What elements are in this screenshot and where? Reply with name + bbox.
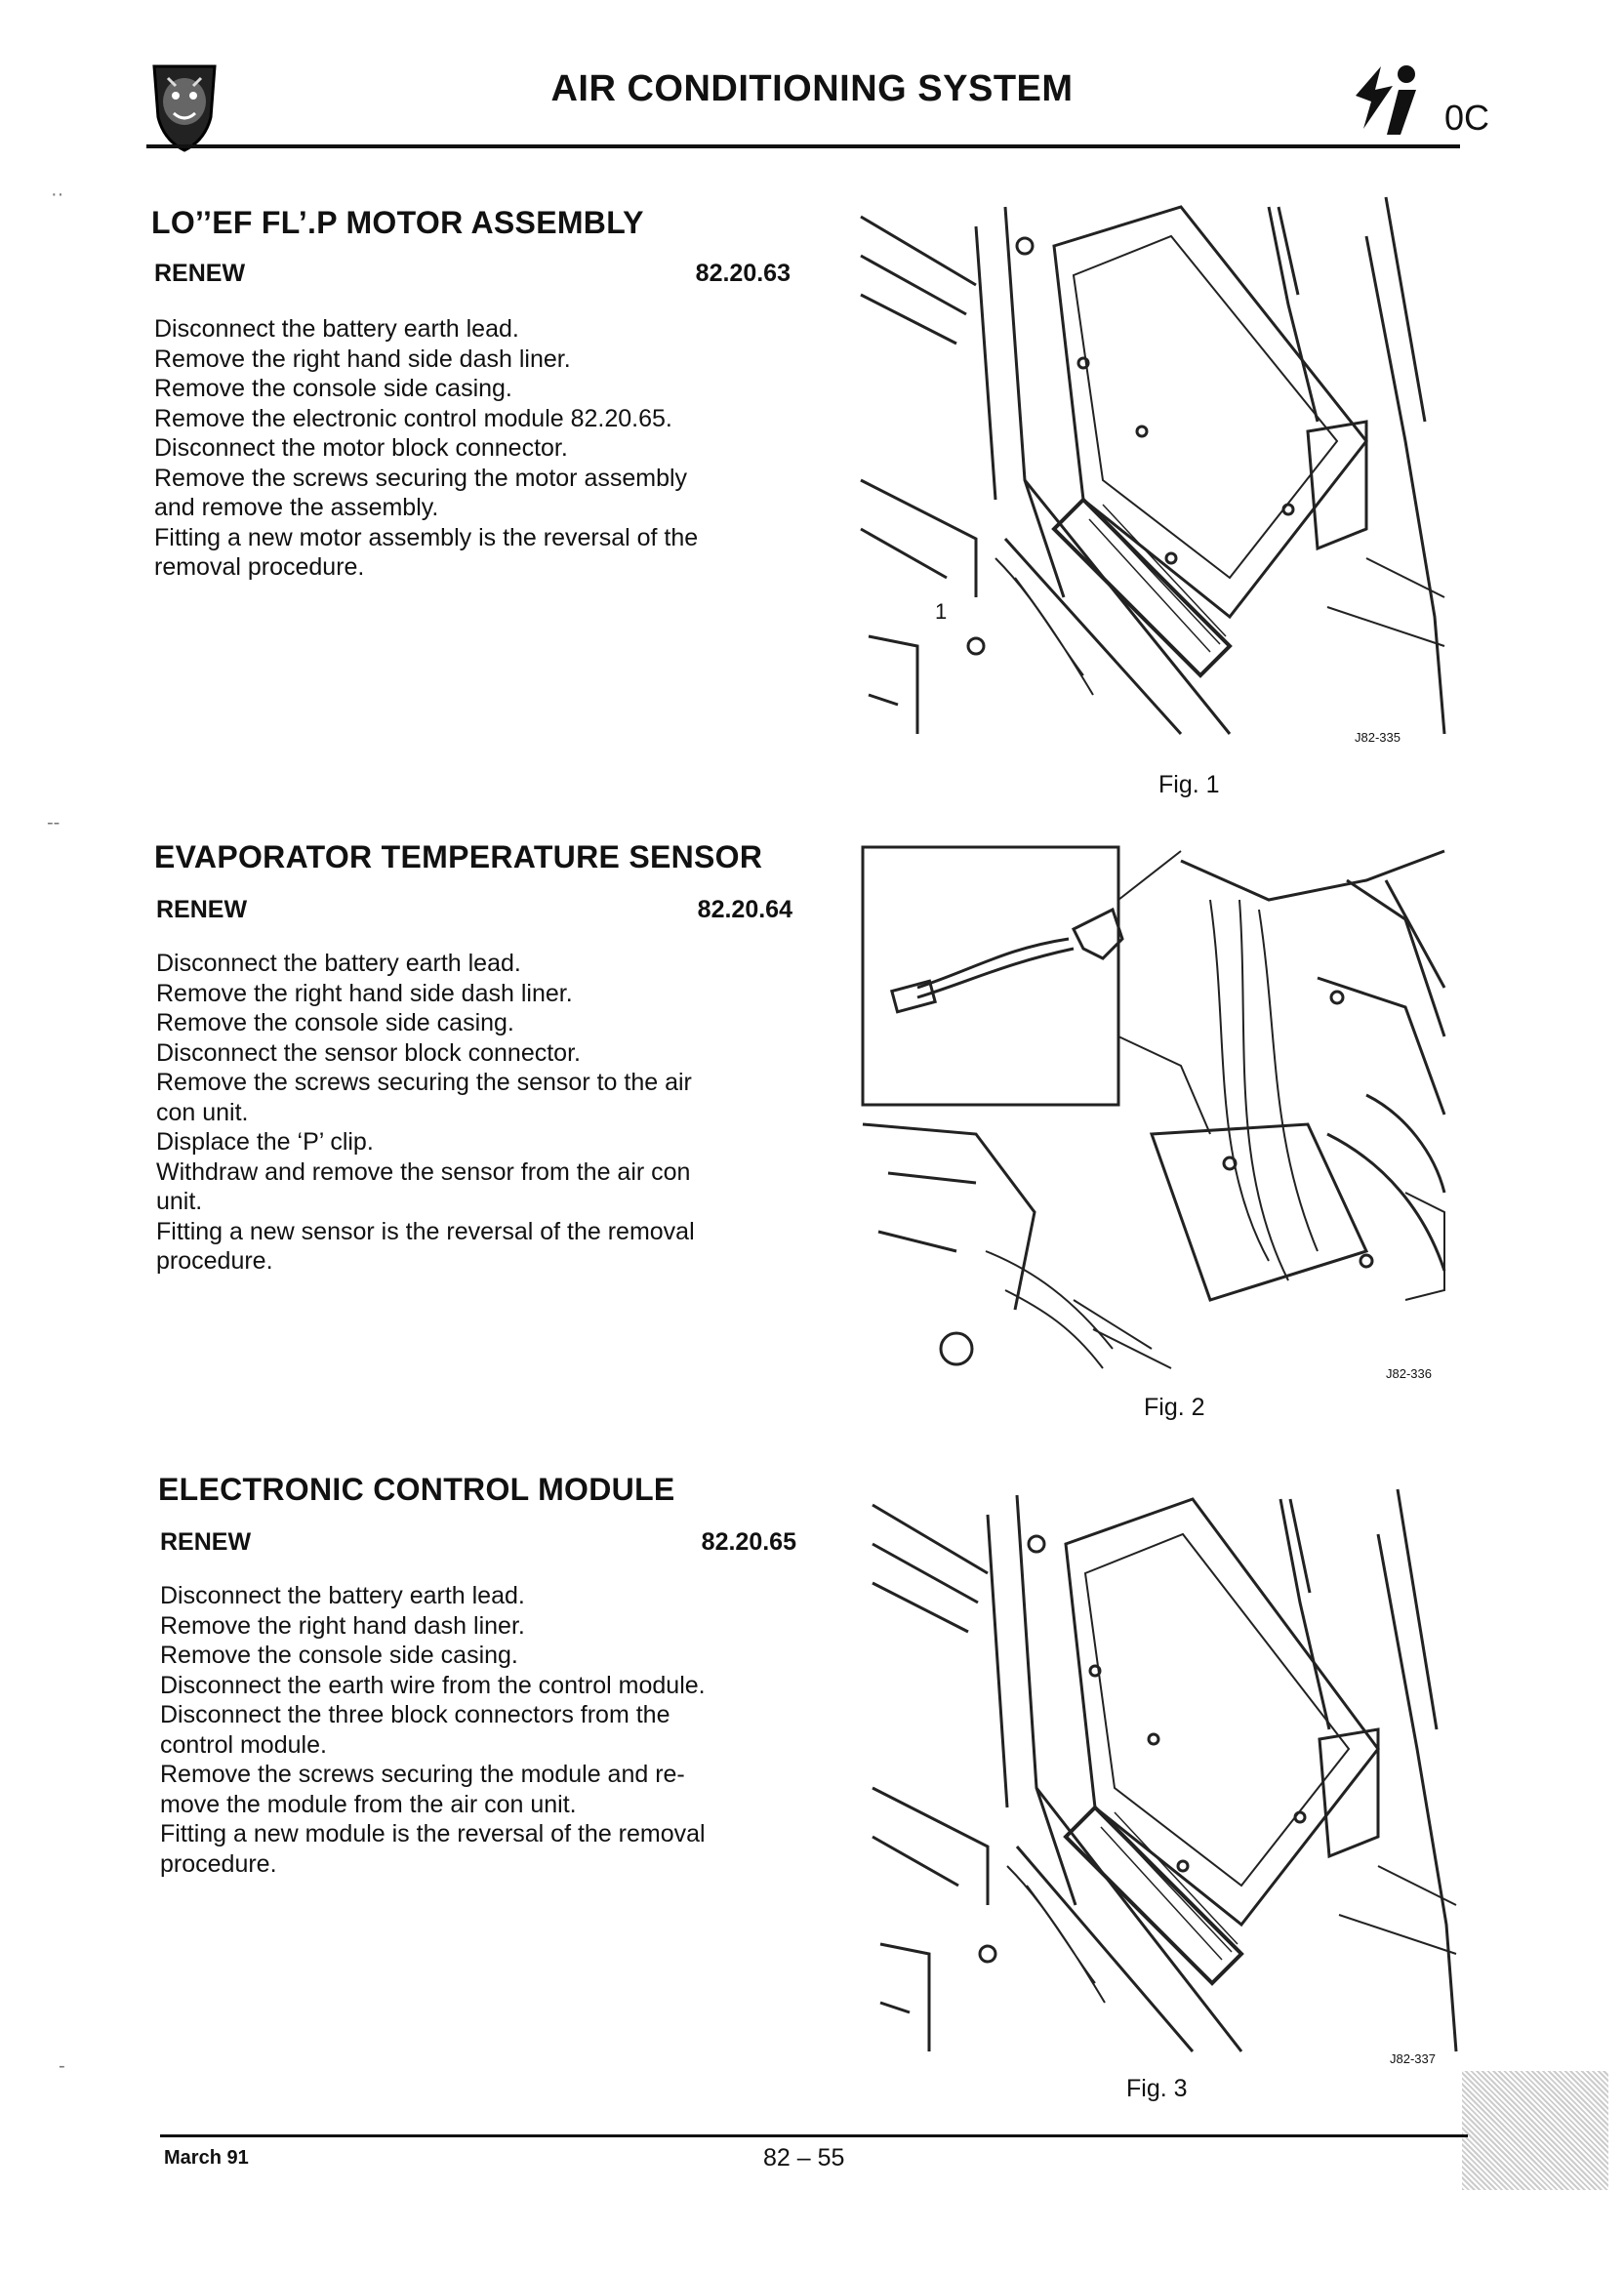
instruction-line: Displace the ‘P’ clip. <box>156 1128 374 1156</box>
figure-caption: Fig. 3 <box>1126 2075 1188 2102</box>
operation-code: 82.20.64 <box>697 896 792 923</box>
instruction-line: Disconnect the battery earth lead. <box>160 1582 525 1609</box>
instruction-line: Remove the right hand side dash liner. <box>154 345 571 373</box>
footer-rule <box>160 2134 1468 2137</box>
instruction-line: procedure. <box>156 1247 273 1275</box>
instruction-line: Disconnect the battery earth lead. <box>154 315 519 343</box>
instruction-line: Remove the screws securing the sensor to the air <box>156 1069 692 1096</box>
instruction-line: Remove the screws securing the motor assembly <box>154 464 688 492</box>
operation-label: RENEW <box>156 896 248 923</box>
margin-mark: ‑ <box>59 2055 65 2077</box>
figure-callout: 1 <box>935 599 948 624</box>
instruction-list <box>154 314 698 583</box>
figure-3-illustration <box>871 1476 1460 2071</box>
instruction-line: Remove the console side casing. <box>154 375 512 402</box>
operation-code: 82.20.65 <box>701 1528 796 1556</box>
instruction-line: Fitting a new sensor is the reversal of the removal <box>156 1217 695 1245</box>
figure-ref: J82-335 <box>1355 730 1401 745</box>
instruction-list <box>156 949 695 1277</box>
operation-code: 82.20.63 <box>695 260 791 287</box>
footer-date: March 91 <box>164 2147 249 2169</box>
instruction-line: Disconnect the sensor block connector. <box>156 1038 581 1067</box>
figure-caption: Fig. 1 <box>1158 771 1220 798</box>
scan-corner-mark <box>1462 2071 1608 2190</box>
operation-label: RENEW <box>154 260 246 287</box>
operation-label: RENEW <box>160 1528 252 1556</box>
figure-1-illustration <box>859 187 1456 753</box>
section-code: 0C <box>1444 98 1490 138</box>
instruction-line: Disconnect the battery earth lead. <box>156 950 521 977</box>
instruction-line: Disconnect the three block connectors from the <box>160 1701 670 1728</box>
instruction-line: Remove the right hand dash liner. <box>160 1611 525 1640</box>
section-title-control-module: ELECTRONIC CONTROL MODULE <box>158 1472 675 1507</box>
margin-mark: ·· <box>51 183 64 205</box>
section-title-evaporator-sensor: EVAPORATOR TEMPERATURE SENSOR <box>154 839 763 874</box>
instruction-line: con unit. <box>156 1098 249 1126</box>
instruction-list <box>160 1581 706 1879</box>
instruction-line: Remove the console side casing. <box>160 1642 518 1669</box>
instruction-line: Remove the right hand side dash liner. <box>156 979 573 1007</box>
instruction-line: Remove the console side casing. <box>156 1009 514 1036</box>
instruction-line: control module. <box>160 1730 327 1759</box>
instruction-line: removal procedure. <box>154 553 365 581</box>
section-title-lower-flap-motor: LO’’EF FL’.P MOTOR ASSEMBLY <box>151 205 644 240</box>
instruction-line: Fitting a new motor assembly is the reversal of the <box>154 523 699 551</box>
instruction-line: Disconnect the motor block connector. <box>154 434 568 462</box>
instruction-line: and remove the assembly. <box>154 494 439 521</box>
instruction-line: move the module from the air con unit. <box>160 1790 577 1818</box>
figure-caption: Fig. 2 <box>1144 1394 1205 1421</box>
renew-row <box>154 260 791 288</box>
figure-2-illustration <box>859 841 1456 1386</box>
instruction-line: Fitting a new module is the reversal of the removal <box>160 1820 706 1847</box>
instruction-line: Remove the screws securing the module and re- <box>160 1761 685 1788</box>
instruction-line: Disconnect the earth wire from the control module. <box>160 1671 706 1699</box>
figure-ref: J82-337 <box>1390 2051 1436 2066</box>
figure-ref: J82-336 <box>1386 1366 1432 1381</box>
margin-mark: ‑‑ <box>47 812 61 833</box>
page-number: 82 – 55 <box>763 2144 845 2172</box>
header-rule <box>146 144 1460 148</box>
page-title: AIR CONDITIONING SYSTEM <box>550 68 1074 109</box>
instruction-line: procedure. <box>160 1849 277 1878</box>
renew-row <box>160 1528 796 1557</box>
renew-row <box>156 896 792 924</box>
instruction-line: Withdraw and remove the sensor from the air con <box>156 1157 691 1186</box>
instruction-line: Remove the electronic control module 82.20.65. <box>154 404 672 432</box>
instruction-line: unit. <box>156 1188 203 1215</box>
